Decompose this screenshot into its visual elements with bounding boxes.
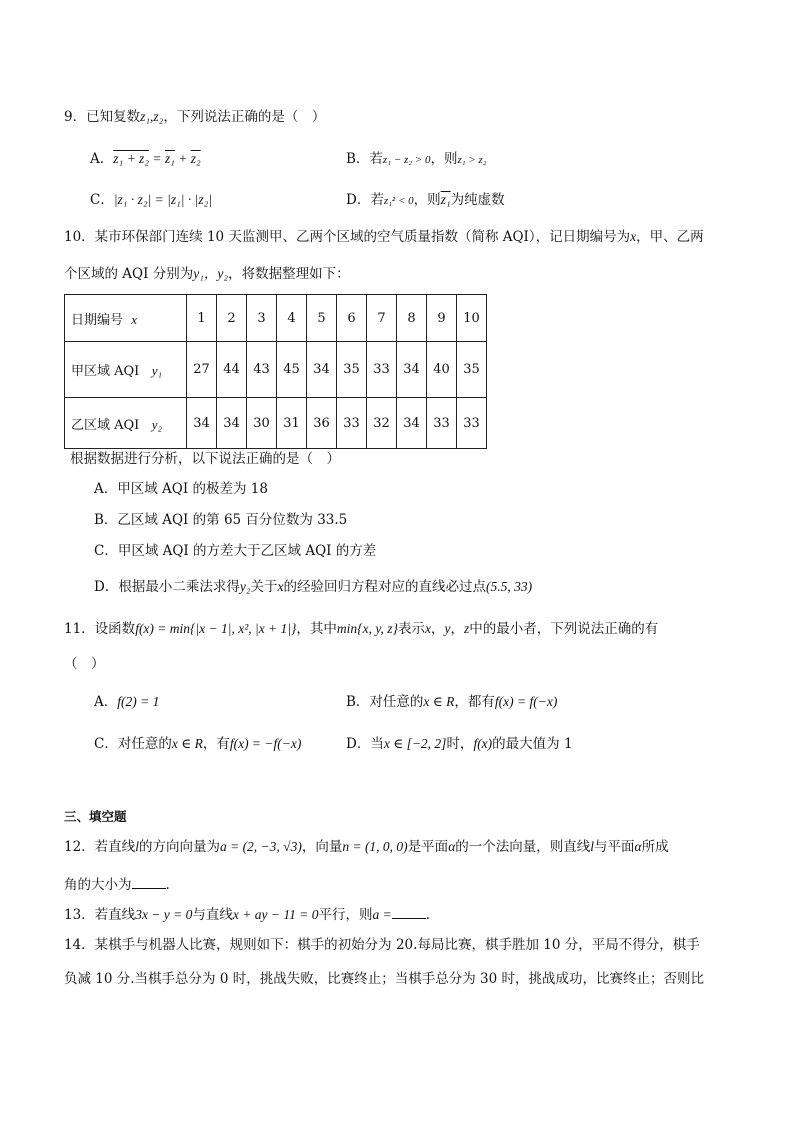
row2-cell: 31 xyxy=(277,398,307,449)
q13-var: a = xyxy=(372,907,392,922)
q12-text-f: 与平面 xyxy=(594,839,635,855)
q11-z: z xyxy=(463,621,470,636)
day-cell: 3 xyxy=(247,295,277,342)
day-cell: 5 xyxy=(307,295,337,342)
q10-d-point: (5.5, 33) xyxy=(486,579,533,594)
q10-stem2-text: 个区域的 AQI 分别为 xyxy=(64,266,194,282)
q10-stem1-end: ，甲、乙两 xyxy=(636,229,704,245)
q11-c-label: C．对任意的 xyxy=(94,736,172,752)
q10-d-text2: 关于 xyxy=(250,579,278,595)
q12-l: l xyxy=(135,839,139,854)
q11-stem xyxy=(64,620,658,638)
row1-cell: 34 xyxy=(397,342,427,398)
q11-stem-b: ，其中 xyxy=(296,621,337,637)
header-label-cell xyxy=(65,295,187,342)
q14-line1: 14．某棋手与机器人比赛，规则如下：棋手的初始分为 20.每局比赛，棋手胜加 10 分，平局不得分，棋手 xyxy=(64,937,700,953)
q11-d-end: 的最大值为 1 xyxy=(492,736,573,752)
day-cell: 9 xyxy=(427,295,457,342)
q9-stem-end: ，下列说法正确的是（ ） xyxy=(163,109,326,125)
q13-text-b: 与直线 xyxy=(192,907,233,923)
table-row-jia xyxy=(65,342,487,398)
row1-cell: 35 xyxy=(457,342,487,398)
row2-cell: 33 xyxy=(457,398,487,449)
day-cell: 1 xyxy=(187,295,217,342)
row1-cell: 27 xyxy=(187,342,217,398)
day-cell: 4 xyxy=(277,295,307,342)
q12-l2: l xyxy=(590,839,595,854)
row2-cell: 34 xyxy=(187,398,217,449)
row2-cell: 32 xyxy=(367,398,397,449)
q9-vars: z₁,z₂ xyxy=(140,109,164,124)
q12-end: . xyxy=(165,877,170,893)
row2-cell: 33 xyxy=(427,398,457,449)
q10-stem1-text: 10．某市环保部门连续 10 天监测甲、乙两个区域的空气质量指数（简称 AQI），记日期编号为 xyxy=(64,229,631,245)
header-var: x xyxy=(131,311,138,327)
q12-text-b: 的方向向量为 xyxy=(138,839,220,855)
q10-d-text3: 的经验回归方程对应的直线必过点 xyxy=(283,579,487,595)
q9-a-lhs: z₁ + z₂ xyxy=(113,151,150,166)
row2-cell: 34 xyxy=(397,398,427,449)
q10-d-var: y₂ xyxy=(239,579,251,594)
q10-stem2-vars: y₁，y₂ xyxy=(193,266,229,281)
q11-min: min{x, y, z} xyxy=(336,621,398,636)
q10-option-b: B．乙区域 AQI 的第 65 百分位数为 33.5 xyxy=(94,512,348,528)
row2-cell: 33 xyxy=(337,398,367,449)
q12-alpha2: α xyxy=(634,839,642,854)
q11-y: y xyxy=(444,621,451,636)
row1-label: 甲区域 AQI xyxy=(71,364,140,379)
q9-a-label: A． xyxy=(90,151,114,167)
q9-d-var: z₁ xyxy=(440,192,451,207)
q11-a-expr: f(2) = 1 xyxy=(117,694,160,709)
day-cell: 7 xyxy=(367,295,397,342)
q11-d-expr: f(x) xyxy=(473,736,493,751)
q9-b-mid: ，则 xyxy=(430,151,458,167)
q9-option-d xyxy=(346,191,505,210)
row2-cell: 34 xyxy=(217,398,247,449)
q9-a-r2: z₂ xyxy=(190,151,201,166)
q10-stem-line2 xyxy=(64,265,350,283)
q12-text-c: ，向量 xyxy=(301,839,343,855)
q9-a-r1: z₁ xyxy=(164,151,175,166)
q13-line1-eq: 3x − y = 0 xyxy=(135,907,193,922)
q11-paren: （ ） xyxy=(64,656,105,672)
row2-label-cell xyxy=(65,398,187,449)
q13-text-c: 平行，则 xyxy=(318,907,373,923)
q11-option-c xyxy=(94,735,301,753)
q11-b-expr: f(x) = f(−x) xyxy=(494,694,558,709)
q10-option-d xyxy=(94,578,532,596)
q10-stem2-end: ，将数据整理如下： xyxy=(228,266,350,282)
day-cell: 6 xyxy=(337,295,367,342)
q12-line2 xyxy=(64,876,170,894)
answer-blank[interactable] xyxy=(392,906,426,919)
q9-stem-text: 9．已知复数 xyxy=(64,109,141,125)
q9-c-label: C． xyxy=(90,192,114,208)
q10-d-var2: x xyxy=(277,579,284,594)
q12-alpha: α xyxy=(448,839,456,854)
q9-option-b xyxy=(346,150,487,169)
q13-line xyxy=(64,906,430,924)
q12-vec-n: n = (1, 0, 0) xyxy=(342,839,408,854)
q9-a-eq: = xyxy=(149,151,165,166)
q11-option-b xyxy=(346,693,557,711)
q12-vec-a: a = (2, −3, √3) xyxy=(219,839,302,854)
row2-label: 乙区域 AQI xyxy=(71,417,140,433)
row2-cell: 30 xyxy=(247,398,277,449)
q11-x: x xyxy=(424,621,431,636)
q9-b-cond: z₁ − z₂ > 0 xyxy=(382,154,431,166)
q13-end: . xyxy=(425,907,431,923)
q13-line2-eq: x + ay − 11 = 0 xyxy=(232,907,319,922)
row1-cell: 44 xyxy=(217,342,247,398)
row1-cell: 40 xyxy=(427,342,457,398)
q13-text-a: 13．若直线 xyxy=(64,907,136,923)
answer-blank[interactable] xyxy=(132,876,166,889)
q10-option-c: C．甲区域 AQI 的方差大于乙区域 AQI 的方差 xyxy=(94,543,377,559)
q9-a-plus: + xyxy=(174,151,191,166)
q11-d-dom: x ∈ [−2, 2] xyxy=(383,736,447,751)
q11-option-d xyxy=(346,735,573,753)
q11-stem-d: 中的最小者，下列说法正确的有 xyxy=(469,621,659,637)
q11-b-dom: x ∈ R xyxy=(423,694,455,709)
row1-label-cell xyxy=(65,342,187,398)
q12-line1 xyxy=(64,838,669,856)
row1-cell: 34 xyxy=(307,342,337,398)
q11-sep1: ， xyxy=(430,621,445,637)
q9-option-c xyxy=(90,191,212,209)
q9-c-expr: |z₁ · z₂| = |z₁| · |z₂| xyxy=(113,192,213,207)
row1-var: y₁ xyxy=(151,363,163,378)
q11-sep2: ， xyxy=(450,621,464,637)
q11-c-expr: f(x) = −f(−x) xyxy=(229,736,302,751)
q11-stem-text: 11．设函数 xyxy=(64,621,136,637)
table-row-yi xyxy=(65,398,487,449)
row2-cell: 36 xyxy=(307,398,337,449)
q9-stem xyxy=(64,108,325,126)
q12-line2-text: 角的大小为 xyxy=(64,877,132,893)
q11-d-mid: 时， xyxy=(446,736,474,752)
q12-text-g: 所成 xyxy=(641,839,669,855)
q11-b-label: B．对任意的 xyxy=(346,694,424,710)
q9-option-a xyxy=(90,150,201,168)
q11-c-mid: ，有 xyxy=(202,736,230,752)
q9-b-label: B．若 xyxy=(346,151,383,167)
header-label: 日期编号 xyxy=(71,312,124,328)
q10-option-a: A．甲区域 AQI 的极差为 18 xyxy=(94,481,268,497)
day-cell: 8 xyxy=(397,295,427,342)
q14-line2: 负减 10 分.当棋手总分为 0 时，挑战失败，比赛终止；当棋手总分为 30 时，挑战成功，比赛终止；否则比 xyxy=(64,971,704,987)
q11-d-label: D．当 xyxy=(346,736,384,752)
day-cell: 2 xyxy=(217,295,247,342)
q9-d-end: 为纯虚数 xyxy=(450,192,505,208)
table-header-row xyxy=(65,295,487,342)
q9-d-mid: ，则 xyxy=(413,192,441,208)
row1-cell: 35 xyxy=(337,342,367,398)
q11-b-mid: ，都有 xyxy=(454,694,495,710)
q12-text-a: 12．若直线 xyxy=(64,839,136,855)
row1-cell: 45 xyxy=(277,342,307,398)
q11-a-label: A． xyxy=(94,694,118,710)
q9-d-cond: z₁² < 0 xyxy=(383,195,414,207)
q11-func: f(x) = min{|x − 1|, x², |x + 1|} xyxy=(135,621,297,636)
q12-text-d: 是平面 xyxy=(407,839,449,855)
row1-cell: 33 xyxy=(367,342,397,398)
q11-option-a xyxy=(94,693,159,711)
q10-stem-line1 xyxy=(64,228,704,246)
q10-ask: 根据数据进行分析，以下说法正确的是（ ） xyxy=(70,451,340,467)
q11-c-dom: x ∈ R xyxy=(171,736,203,751)
q10-d-text: D．根据最小二乘法求得 xyxy=(94,579,240,595)
row1-cell: 43 xyxy=(247,342,277,398)
q9-b-res: z₁ > z₂ xyxy=(457,154,487,166)
day-cell: 10 xyxy=(457,295,487,342)
q10-stem1-var: x xyxy=(630,229,637,244)
q11-stem-c: 表示 xyxy=(397,621,425,637)
aqi-table xyxy=(64,294,487,449)
row2-var: y₂ xyxy=(151,416,163,432)
q12-text-e: 的一个法向量，则直线 xyxy=(455,839,591,855)
q9-d-label: D．若 xyxy=(346,192,384,208)
section-title: 三、填空题 xyxy=(64,809,127,824)
